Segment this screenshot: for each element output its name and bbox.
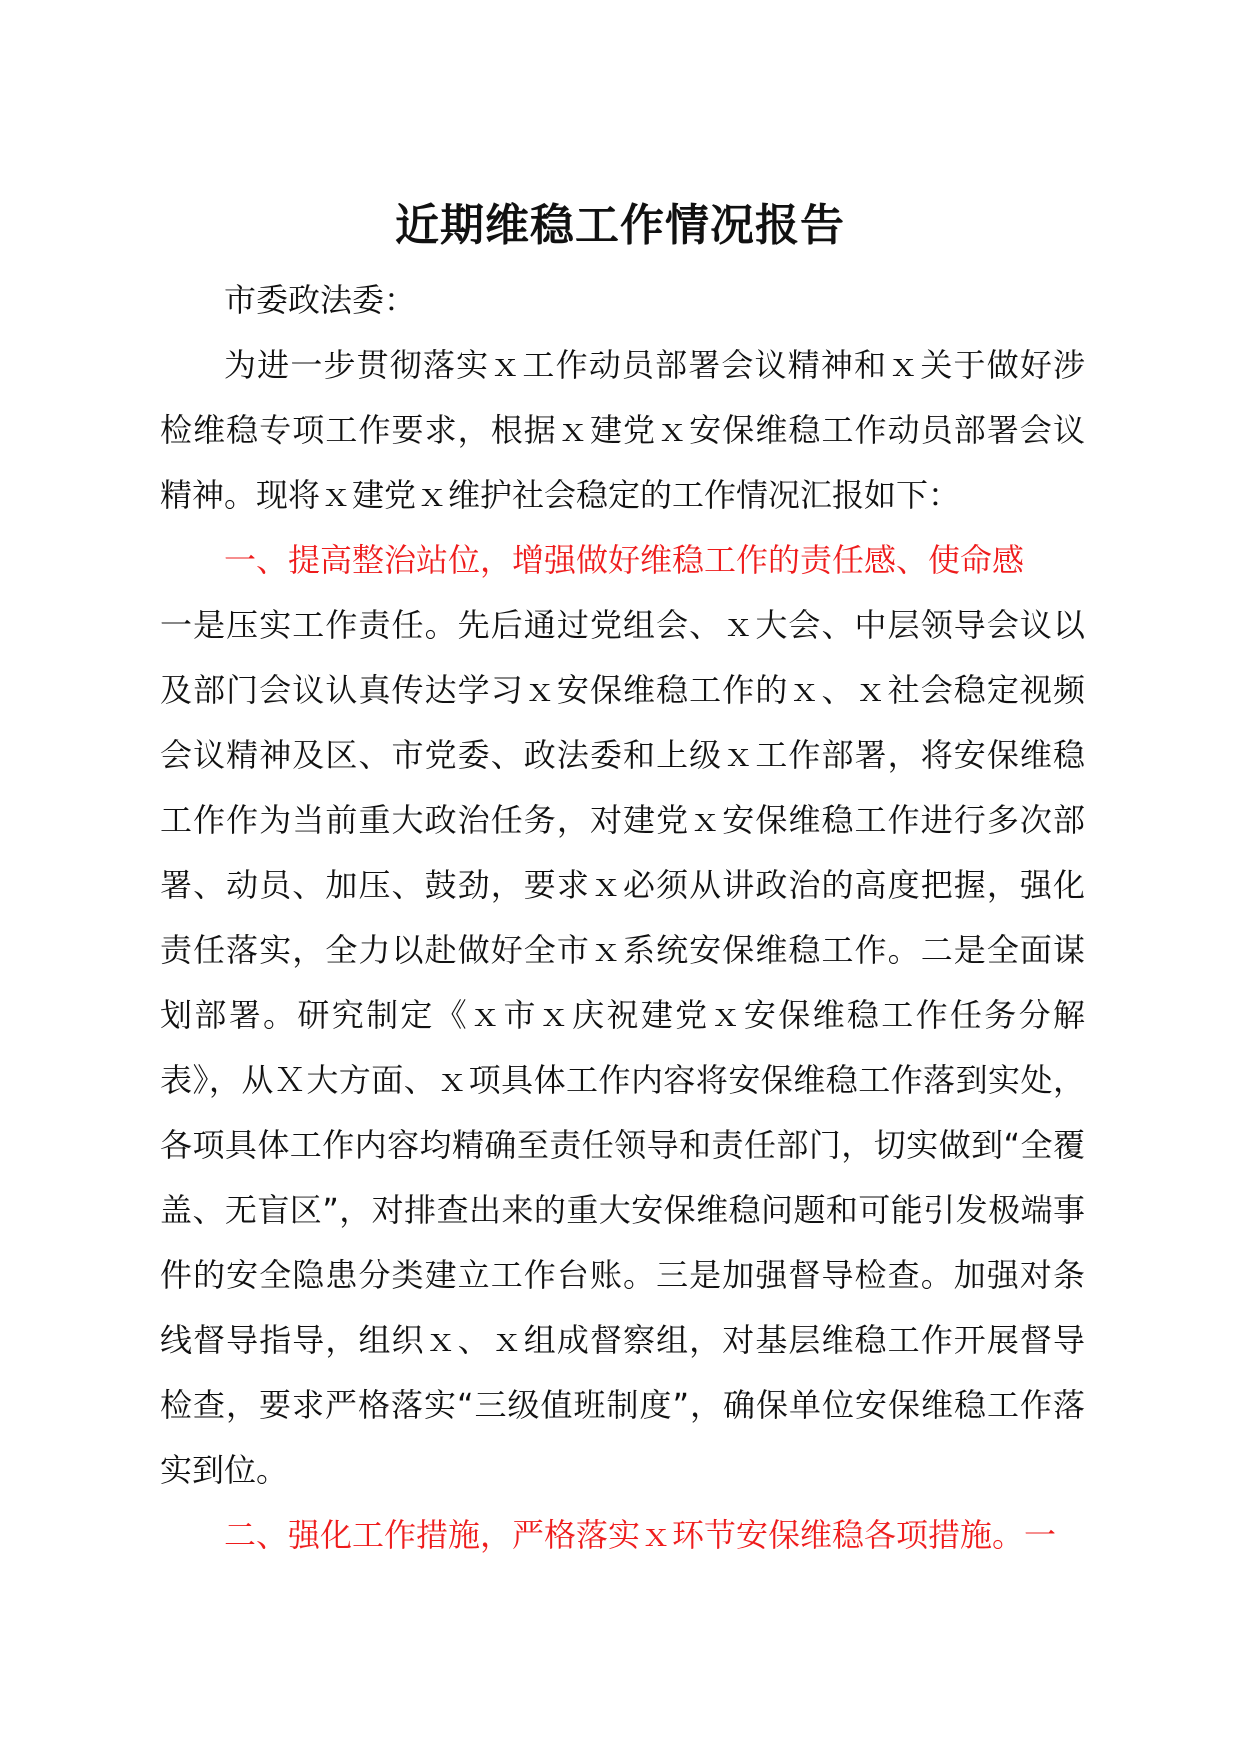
section-1-heading: 一、提高整治站位，增强做好维稳工作的责任感、使命感 [224, 541, 1025, 579]
document-title: 近期维稳工作情况报告 [395, 200, 845, 251]
section-2-heading: 二、强化工作措施，严格落实ｘ环节安保维稳各项措施。一 [224, 1516, 1057, 1554]
intro-paragraph: 为进一步贯彻落实ｘ工作动员部署会议精神和ｘ关于做好涉检维稳专项工作要求，根据ｘ建党ｘ安保维稳工作动员部署会议精神。现将ｘ建党ｘ维护社会稳定的工作情况汇报如下： [160, 346, 1085, 514]
section-1-paragraph: 一是压实工作责任。先后通过党组会、ｘ大会、中层领导会议以及部门会议认真传达学习ｘ安保维稳工作的ｘ、ｘ社会稳定视频会议精神及区、市党委、政法委和上级ｘ工作部署，将安保维稳工作作为当前重大政治任务，对建党ｘ安保维稳工作进行多次部署、动员、加压、鼓劲，要求ｘ必须从讲政治的高度把握，强化责任落实，全力以赴做好全市ｘ系统安保维稳工作。二是全面谋划部署。研究制定《ｘ市ｘ庆祝建党ｘ安保维稳工作任务分解表》，从Ｘ大方面、ｘ项具体工作内容将安保维稳工作落到实处，各项具体工作内容均精确至责任领导和责任部门，切实做到“全覆盖、无盲区”，对排查出来的重大安保维稳问题和可能引发极端事件的安全隐患分类建立工作台账。三是加强督导检查。加强对条线督导指导，组织ｘ、ｘ组成督察组，对基层维稳工作开展督导检查，要求严格落实“三级值班制度”，确保单位安保维稳工作落实到位。 [160, 606, 1085, 1489]
salutation: 市委政法委： [224, 281, 417, 319]
document-body [160, 268, 1085, 1568]
